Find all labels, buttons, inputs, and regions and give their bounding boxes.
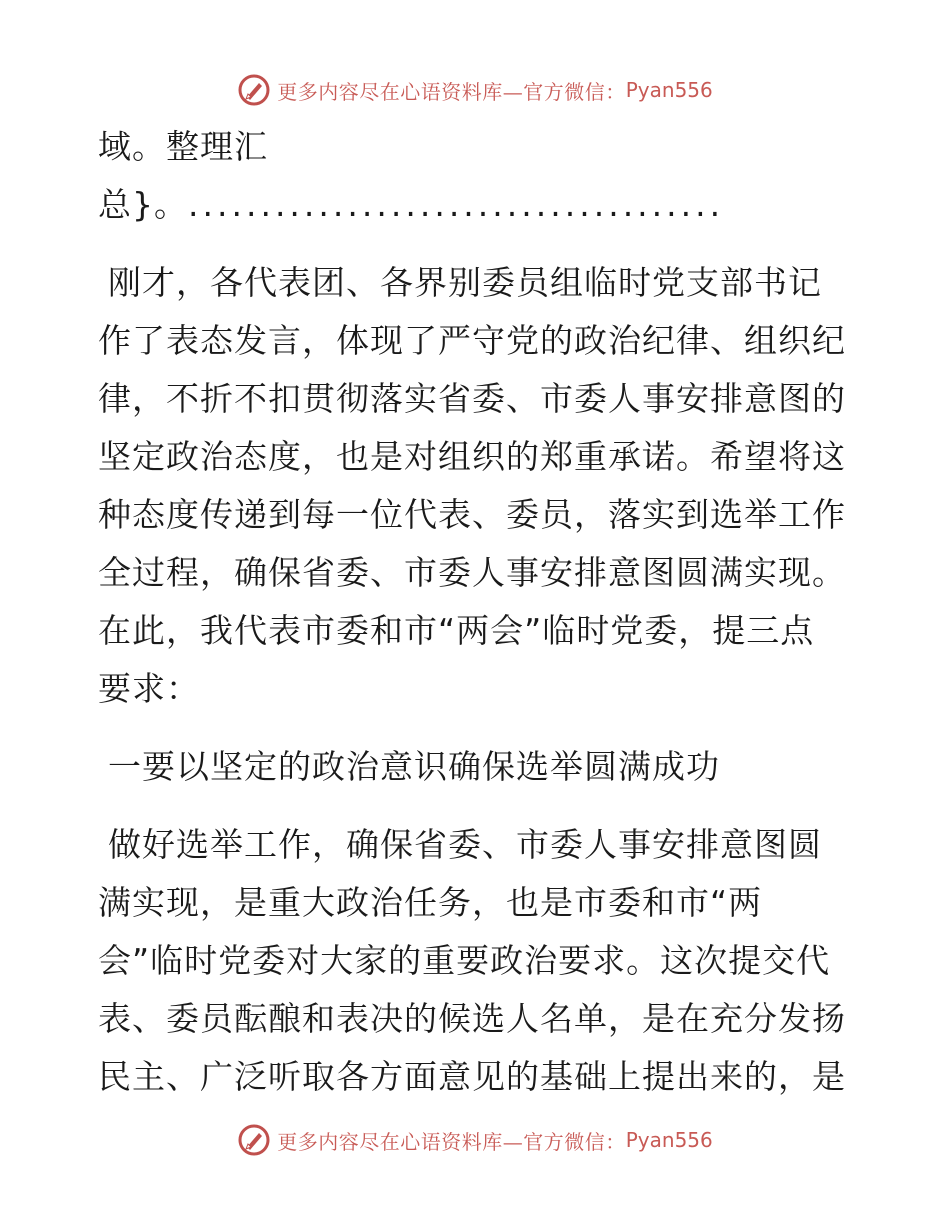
paragraph-1-line: 在此，我代表市委和市“两会”临时党委，提三点 xyxy=(98,611,815,650)
paragraph-1-line: 种态度传递到每一位代表、委员，落实到选举工作 xyxy=(98,495,846,534)
paragraph-1-line: 坚定政治态度，也是对组织的郑重承诺。希望将这 xyxy=(98,437,846,476)
pen-logo-icon xyxy=(237,73,271,107)
paragraph-1-line: 律，不折不扣贯彻落实省委、市委人事安排意图的 xyxy=(98,379,846,418)
paragraph-2-line: 会”临时党委对大家的重要政治要求。这次提交代 xyxy=(98,941,831,980)
paragraph-1-line: 刚才，各代表团、各界别委员组临时党支部书记 xyxy=(108,263,822,302)
section-heading-1: 一要以坚定的政治意识确保选举圆满成功 xyxy=(108,747,720,786)
paragraph-1-line: 要求： xyxy=(98,669,200,708)
paragraph-2-line: 民主、广泛听取各方面意见的基础上提出来的，是 xyxy=(98,1057,846,1096)
paragraph-1-line: 全过程，确保省委、市委人事安排意图圆满实现。 xyxy=(98,553,846,592)
watermark-text: 更多内容尽在心语资料库—官方微信： xyxy=(277,1129,626,1154)
lead-line-2 xyxy=(98,176,858,234)
paragraph-1-line: 作了表态发言，体现了严守党的政治纪律、组织纪 xyxy=(98,321,846,360)
paragraph-2-line: 满实现，是重大政治任务，也是市委和市“两 xyxy=(98,883,763,922)
paragraph-2 xyxy=(98,816,858,1106)
lead-line-1: 域。整理汇 xyxy=(98,127,268,166)
pen-logo-icon xyxy=(237,1123,271,1157)
paragraph-1 xyxy=(98,254,858,718)
lead-dot-leader: ..................................... xyxy=(188,185,725,224)
watermark-text: 更多内容尽在心语资料库—官方微信： xyxy=(277,79,626,104)
paragraph-2-line: 做好选举工作，确保省委、市委人事安排意图圆 xyxy=(108,825,822,864)
watermark-wechat-id: Pyan556 xyxy=(625,78,713,102)
footer-watermark xyxy=(0,1120,950,1160)
watermark-wechat-id: Pyan556 xyxy=(625,1128,713,1152)
lead-line-2-text: 总}。 xyxy=(98,185,188,224)
header-watermark xyxy=(0,70,950,110)
paragraph-2-line: 表、委员酝酿和表决的候选人名单，是在充分发扬 xyxy=(98,999,846,1038)
document-body xyxy=(98,118,858,1106)
